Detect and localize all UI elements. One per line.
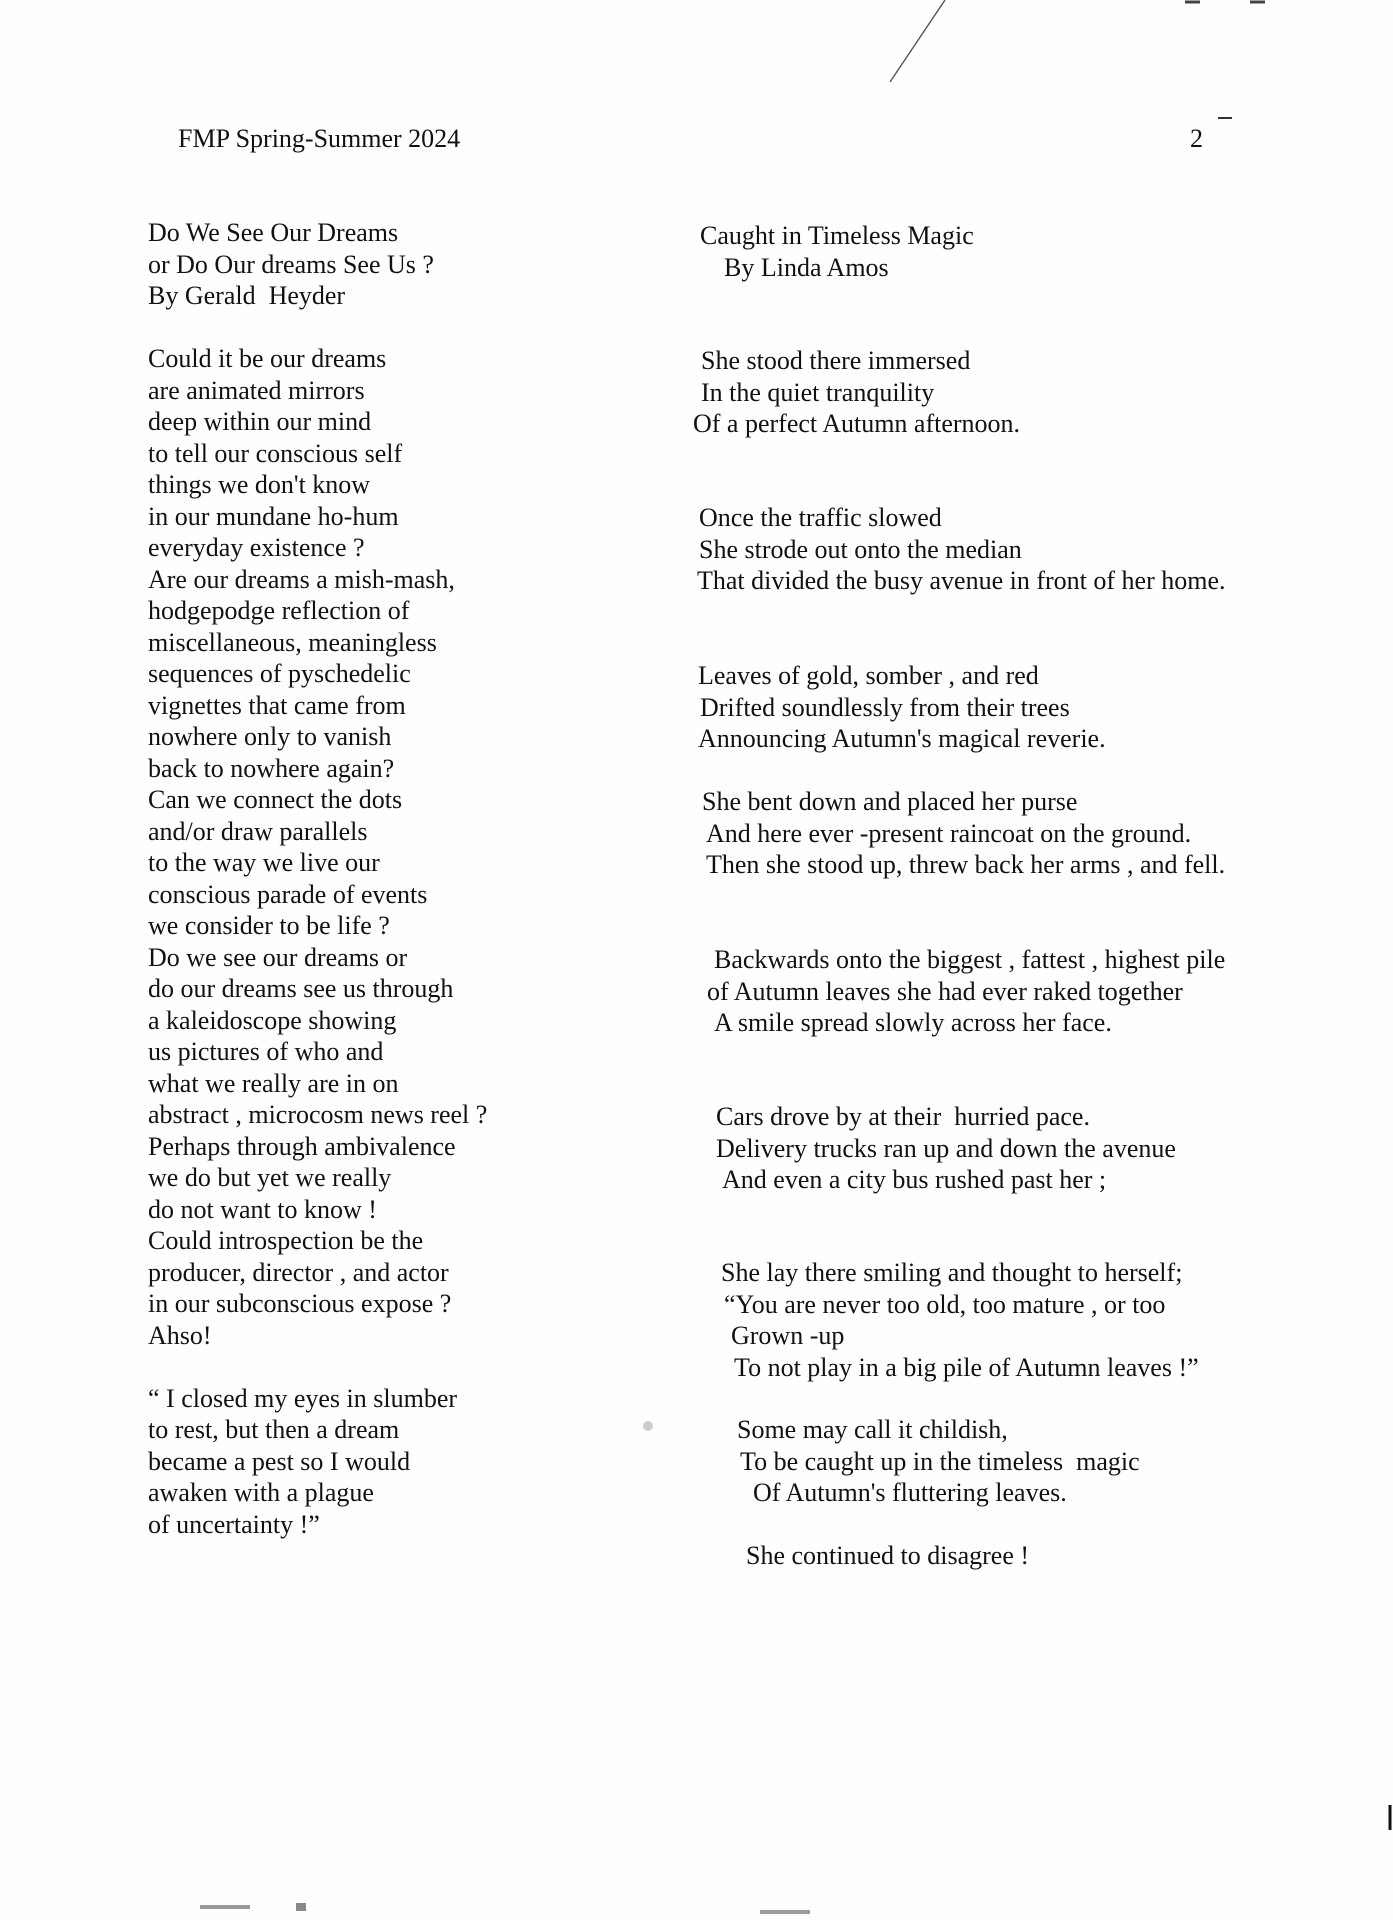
poem-line: everyday existence ? bbox=[148, 533, 365, 562]
stanza-line: To not play in a big pile of Autumn leaves !” bbox=[734, 1352, 1199, 1382]
poem-line: nowhere only to vanish bbox=[148, 722, 392, 751]
publication-title: FMP Spring-Summer 2024 bbox=[178, 124, 461, 153]
poem-line: sequences of pyschedelic bbox=[148, 659, 411, 688]
poem-line: back to nowhere again? bbox=[148, 753, 395, 783]
poem-line: in our subconscious expose ? bbox=[148, 1289, 452, 1318]
stanza-8 bbox=[737, 1414, 1140, 1509]
stanza-line: And here ever -present raincoat on the ground. bbox=[706, 818, 1192, 848]
stanza-line: Once the traffic slowed bbox=[699, 503, 942, 532]
left-poem-title bbox=[148, 217, 487, 312]
poem-line: vignettes that came from bbox=[148, 690, 406, 720]
poem-line: conscious parade of events bbox=[148, 879, 428, 909]
quote-line: became a pest so I would bbox=[148, 1446, 411, 1476]
left-poem-quote bbox=[148, 1383, 487, 1541]
poem-line: hodgepodge reflection of bbox=[148, 596, 410, 625]
poem-line: producer, director , and actor bbox=[148, 1257, 449, 1287]
title-line: Do We See Our Dreams bbox=[148, 218, 399, 247]
poem-line: do our dreams see us through bbox=[148, 974, 454, 1003]
stanza-1 bbox=[693, 345, 1021, 440]
stanza-line: Cars drove by at their hurried pace. bbox=[716, 1102, 1090, 1131]
stanza-5 bbox=[707, 944, 1226, 1039]
right-poem-title-block bbox=[700, 220, 974, 283]
poem-line: Perhaps through ambivalence bbox=[148, 1131, 456, 1161]
poem-line: miscellaneous, meaningless bbox=[148, 627, 437, 657]
author-line: By Gerald Heyder bbox=[148, 281, 346, 310]
stanza-line: And even a city bus rushed past her ; bbox=[722, 1165, 1107, 1194]
poem-line: in our mundane ho-hum bbox=[148, 501, 399, 531]
right-poem-author: By Linda Amos bbox=[724, 252, 889, 282]
poem-line: Could it be our dreams bbox=[148, 344, 387, 373]
stanza-line: “You are never too old, too mature , or too bbox=[724, 1289, 1166, 1319]
right-poem-title: Caught in Timeless Magic bbox=[700, 221, 974, 250]
poem-line: Are our dreams a mish-mash, bbox=[148, 564, 455, 594]
stanza-line: Some may call it childish, bbox=[737, 1415, 1008, 1444]
stanza-7 bbox=[721, 1257, 1199, 1383]
stanza-2 bbox=[699, 502, 1226, 597]
poem-line: a kaleidoscope showing bbox=[148, 1005, 397, 1035]
poem-line: Could introspection be the bbox=[148, 1226, 424, 1255]
stanza-line: To be caught up in the timeless magic bbox=[740, 1446, 1140, 1476]
poem-line: us pictures of who and bbox=[148, 1037, 384, 1066]
stanza-line: Of Autumn's fluttering leaves. bbox=[753, 1478, 1067, 1507]
quote-line: to rest, but then a dream bbox=[148, 1415, 400, 1444]
stanza-line: of Autumn leaves she had ever raked together bbox=[707, 976, 1183, 1006]
stanza-4 bbox=[702, 786, 1225, 881]
stanza-line: Announcing Autumn's magical reverie. bbox=[698, 724, 1106, 753]
left-poem-body bbox=[148, 343, 487, 1351]
stanza-line: In the quiet tranquility bbox=[701, 377, 935, 407]
quote-line: of uncertainty !” bbox=[148, 1509, 320, 1539]
page-number: 2 bbox=[1190, 124, 1203, 153]
poem-line: abstract , microcosm news reel ? bbox=[148, 1100, 488, 1129]
stanza-6 bbox=[716, 1101, 1176, 1196]
poem-line: things we don't know bbox=[148, 470, 371, 499]
stanza-line: Delivery trucks ran up and down the avenue bbox=[716, 1133, 1176, 1163]
title-line: or Do Our dreams See Us ? bbox=[148, 249, 434, 279]
poem-line: and/or draw parallels bbox=[148, 816, 368, 846]
left-poem bbox=[148, 217, 487, 1540]
stanza-line: Drifted soundlessly from their trees bbox=[700, 692, 1070, 722]
stanza-3 bbox=[698, 660, 1106, 755]
poem-line: Can we connect the dots bbox=[148, 785, 403, 814]
poem-line: to tell our conscious self bbox=[148, 438, 403, 468]
poem-line: Ahso! bbox=[148, 1320, 212, 1350]
stanza-line: A smile spread slowly across her face. bbox=[714, 1008, 1112, 1037]
stanza-line: Leaves of gold, somber , and red bbox=[698, 661, 1039, 690]
poem-line: deep within our mind bbox=[148, 407, 372, 436]
stanza-line: She stood there immersed bbox=[701, 346, 971, 375]
stanza-line: That divided the busy avenue in front of her home. bbox=[697, 566, 1226, 595]
poem-line: what we really are in on bbox=[148, 1068, 399, 1098]
poem-line: we consider to be life ? bbox=[148, 911, 390, 940]
poem-line: are animated mirrors bbox=[148, 375, 365, 405]
poem-line: do not want to know ! bbox=[148, 1194, 377, 1224]
stanza-line: She lay there smiling and thought to herself; bbox=[721, 1258, 1183, 1287]
poem-line: Do we see our dreams or bbox=[148, 942, 408, 972]
stanza-line: Grown -up bbox=[731, 1321, 845, 1350]
poem-line: to the way we live our bbox=[148, 848, 380, 877]
stanza-line: She bent down and placed her purse bbox=[702, 787, 1078, 816]
stanza-line: Backwards onto the biggest , fattest , highest pile bbox=[714, 945, 1226, 974]
quote-line: “ I closed my eyes in slumber bbox=[148, 1383, 458, 1413]
stanza-line: She strode out onto the median bbox=[699, 534, 1022, 564]
stanza-line: She continued to disagree ! bbox=[746, 1541, 1030, 1570]
stanza-line: Then she stood up, threw back her arms , and fell. bbox=[706, 850, 1226, 879]
stanza-line: Of a perfect Autumn afternoon. bbox=[693, 409, 1021, 438]
quote-line: awaken with a plague bbox=[148, 1478, 374, 1507]
stanza-9 bbox=[746, 1540, 1029, 1572]
poem-line: we do but yet we really bbox=[148, 1163, 392, 1192]
